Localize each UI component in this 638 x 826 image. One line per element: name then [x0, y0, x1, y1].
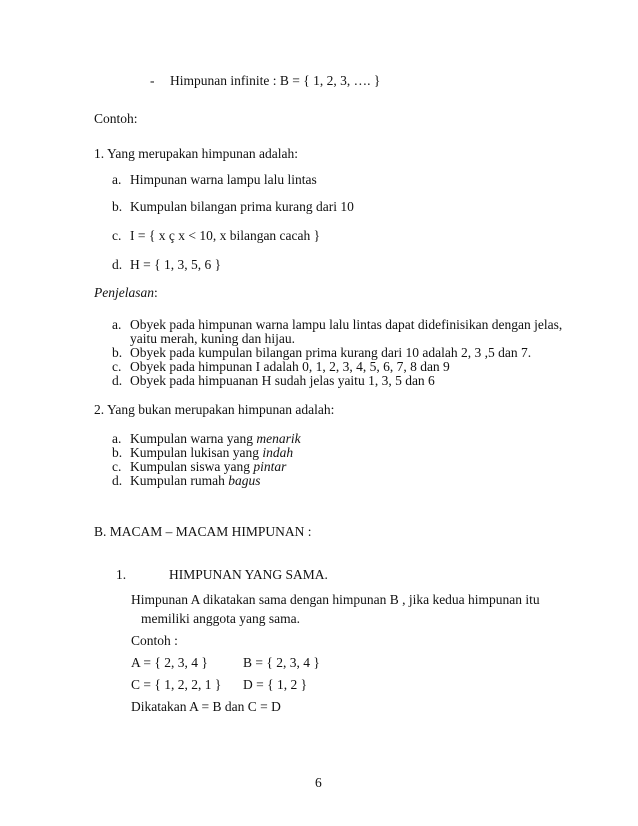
list-item-emphasis: bagus [228, 473, 261, 488]
list-item-emphasis: pintar [253, 459, 287, 474]
list-item-label: c. [112, 459, 122, 474]
list-item-label: a. [112, 172, 122, 187]
list-item-label: c. [112, 228, 122, 243]
question-2-title: 2. Yang bukan merupakan himpunan adalah: [94, 402, 335, 417]
contoh-label: Contoh : [131, 633, 178, 648]
set-a: A = { 2, 3, 4 } [131, 655, 208, 670]
list-item-label: b. [112, 345, 123, 360]
list-item-emphasis: indah [262, 445, 294, 460]
set-c: C = { 1, 2, 2, 1 } [131, 677, 222, 692]
list-item: Obyek pada himpuanan H sudah jelas yaitu 1, 3, 5 dan 6 [130, 373, 435, 388]
paragraph-line-1: Himpunan A dikatakan sama dengan himpunan B , jika kedua himpunan itu [131, 592, 540, 607]
list-item [130, 473, 261, 489]
penjelasan-heading [94, 285, 158, 301]
subsection-title: HIMPUNAN YANG SAMA. [169, 567, 328, 582]
list-item: Himpunan warna lampu lalu lintas [130, 172, 317, 187]
paragraph-line-2: memiliki anggota yang sama. [141, 611, 300, 626]
penjelasan-title: Penjelasan [94, 285, 154, 300]
subsection-number: 1. [116, 567, 127, 582]
list-item-text: Kumpulan siswa yang [130, 459, 254, 474]
contoh-heading: Contoh: [94, 111, 138, 126]
list-dash: - [150, 73, 155, 88]
list-item-label: d. [112, 257, 123, 272]
list-item: Obyek pada himpunan I adalah 0, 1, 2, 3, 4, 5, 6, 7, 8 dan 9 [130, 359, 450, 374]
infinite-set-line: Himpunan infinite : B = { 1, 2, 3, …. } [170, 73, 381, 88]
page-number: 6 [315, 775, 322, 790]
list-item-continuation: yaitu merah, kuning dan hijau. [130, 331, 295, 346]
list-item-emphasis: menarik [256, 431, 301, 446]
section-b-heading: B. MACAM – MACAM HIMPUNAN : [94, 524, 312, 539]
penjelasan-colon: : [154, 285, 158, 300]
set-b: B = { 2, 3, 4 } [243, 655, 320, 670]
list-item-text: Kumpulan lukisan yang [130, 445, 263, 460]
question-1-title: 1. Yang merupakan himpunan adalah: [94, 146, 298, 161]
list-item-label: c. [112, 359, 122, 374]
list-item: Obyek pada kumpulan bilangan prima kurang dari 10 adalah 2, 3 ,5 dan 7. [130, 345, 532, 360]
set-d: D = { 1, 2 } [243, 677, 308, 692]
list-item-text: Kumpulan warna yang [130, 431, 257, 446]
list-item: I = { x ç x < 10, x bilangan cacah } [130, 228, 321, 243]
conclusion: Dikatakan A = B dan C = D [131, 699, 281, 714]
list-item: Kumpulan bilangan prima kurang dari 10 [130, 199, 354, 214]
list-item-label: b. [112, 199, 123, 214]
list-item-label: d. [112, 373, 123, 388]
list-item: H = { 1, 3, 5, 6 } [130, 257, 222, 272]
list-item-label: a. [112, 317, 122, 332]
list-item-text: Kumpulan rumah [130, 473, 229, 488]
list-item-label: a. [112, 431, 122, 446]
list-item-label: d. [112, 473, 123, 488]
list-item: Obyek pada himpunan warna lampu lalu lintas dapat didefinisikan dengan jelas, [130, 317, 563, 332]
list-item-label: b. [112, 445, 123, 460]
